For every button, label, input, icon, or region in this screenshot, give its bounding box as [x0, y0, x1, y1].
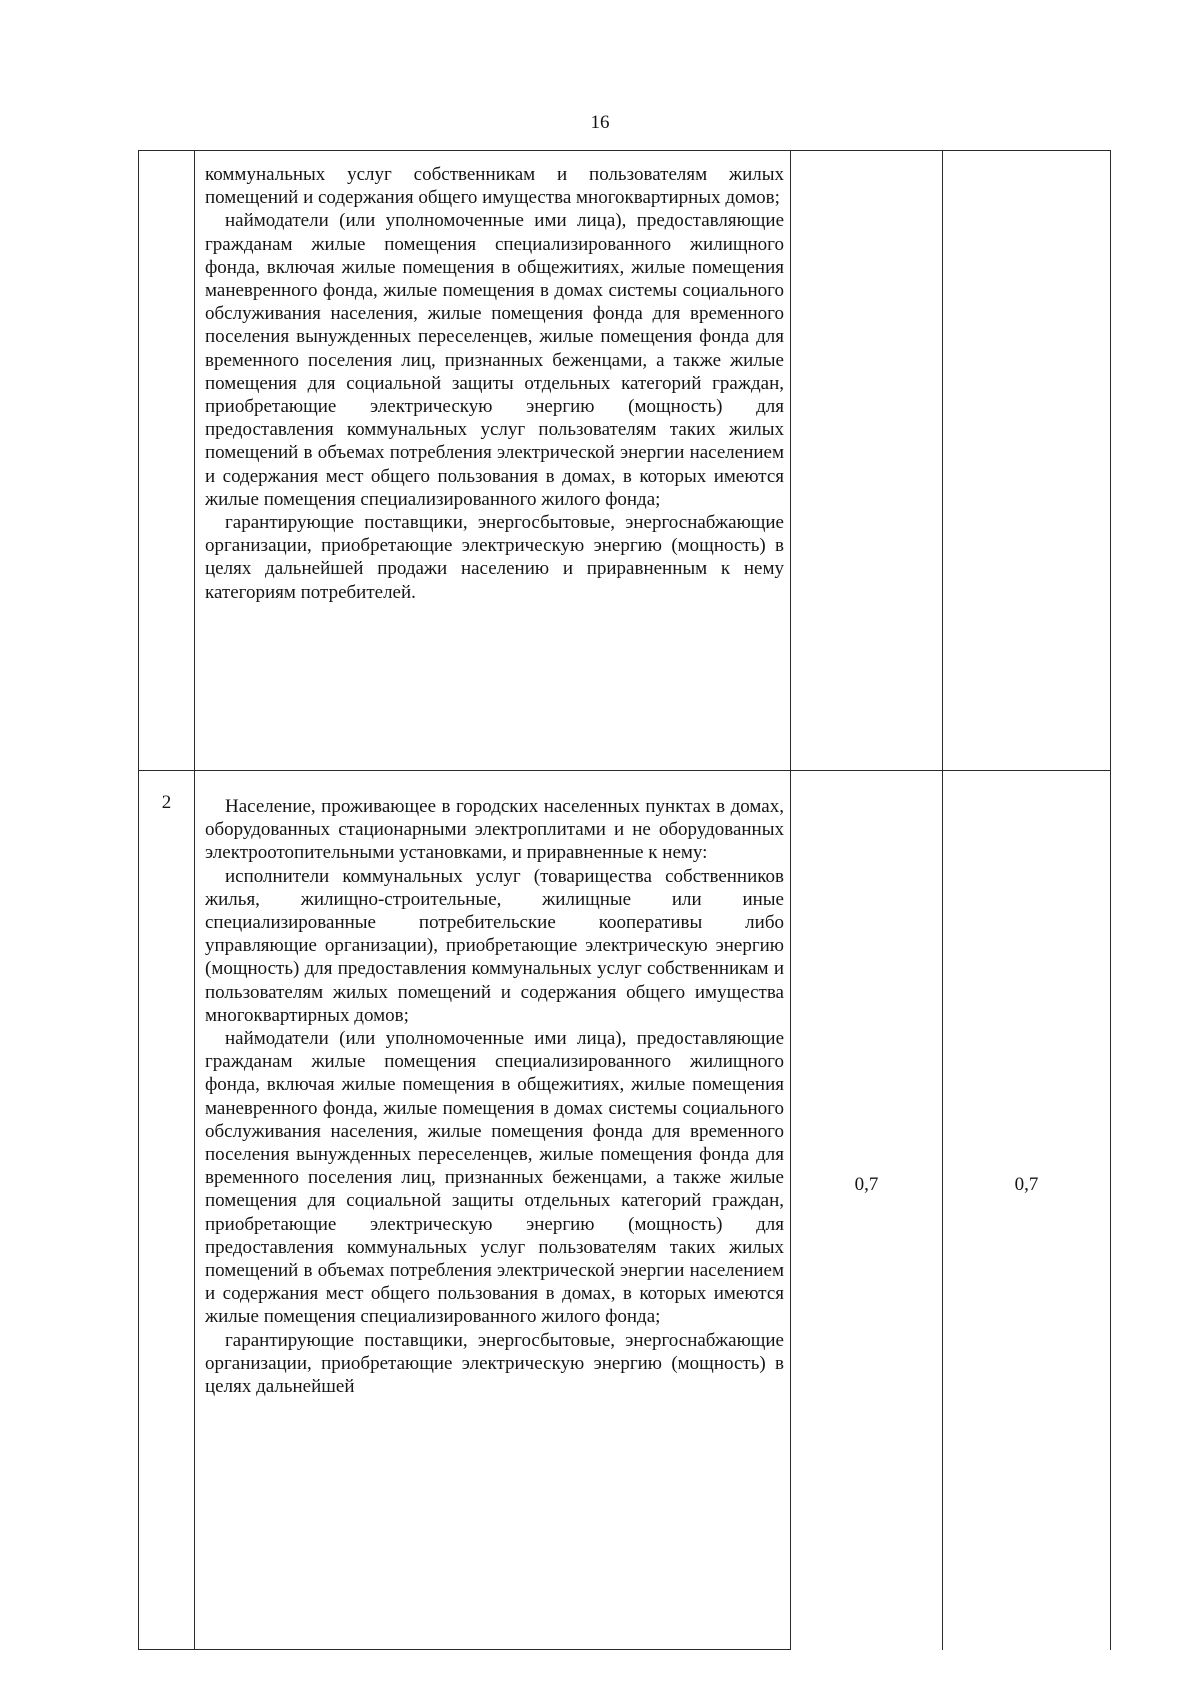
description-paragraph: коммунальных услуг собственникам и пользователям жилых помещений и содержания общего имущества многоквартирных домов;	[205, 164, 784, 209]
page-number: 16	[590, 112, 610, 133]
value-cell-1-continuation	[791, 1204, 943, 1650]
row-number-cell-continuation	[139, 1204, 195, 1650]
row-number-cell: 2	[139, 771, 195, 1205]
row-number-cell	[139, 151, 195, 771]
table-row	[139, 151, 1111, 771]
tariff-table	[138, 150, 1111, 1650]
value-cell-2	[943, 151, 1111, 771]
description-paragraph: наймодатели (или уполномоченные ими лица), предоставляющие гражданам жилые помещения специализированного жилищного фонда, включая жилые помещения в общежитиях, жилые помещения маневренного фонда, жилые помещения в домах системы социального обслуживания населения, жилые помещения фонда для временного поселения вынужденных переселенцев, жилые помещения фонда для временного поселения лиц, признанных беженцами, а также жилые помещения для социальной защиты отдельных категорий граждан, приобретающие электрическую энергию (мощность) для предоставления коммунальных услуг пользователям таких жилых помещений в объемах потребления электрической энергии населением и содержания мест общего пользования в домах, в которых имеются жилые помещения специализированного жилого фонда;	[205, 210, 784, 510]
description-paragraph: исполнители коммунальных услуг (товарищества собственников жилья, жилищно-строительные, жилищные или иные специализированные потребительские кооперативы либо управляющие организации), приобретающие электрическую энергию (мощность) для предоставления коммунальных услуг собственникам и пользователям жилых помещений и содержания общего имущества многоквартирных домов;	[205, 865, 784, 1026]
rate-value: 0,7	[854, 1173, 879, 1195]
description-paragraph: гарантирующие поставщики, энергосбытовые, энергоснабжающие организации, приобретающие электрическую энергию (мощность) в целях дальнейшей продажи населению и приравненным к нему категориям потребителей.	[205, 512, 784, 603]
description-paragraph: наймодатели (или уполномоченные ими лица), предоставляющие гражданам жилые помещения специализированного жилищного фонда, включая жилые помещения в общежитиях, жилые помещения маневренного фонда, жилые помещения в домах системы социального обслуживания населения, жилые помещения фонда для временного поселения вынужденных переселенцев, жилые помещения фонда для временного поселения лиц, признанных беженцами, а также жилые помещения для социальной защиты отдельных категорий граждан, приобретающие электрическую энергию (мощность) для предоставления коммунальных услуг пользователям таких жилых помещений в объемах потребления электрической энергии населением и содержания мест общего пользования в домах, в которых имеются жилые помещения специализированного жилого фонда;	[205, 1028, 784, 1328]
description-paragraph: Население, проживающее в городских населенных пунктах в домах, оборудованных стационарными электроплитами и не оборудованных электроотопительными установками, и приравненные к нему:	[205, 796, 784, 864]
row-description-cell	[195, 151, 791, 771]
description-paragraph: гарантирующие поставщики, энергосбытовые, энергоснабжающие организации, приобретающие электрическую энергию (мощность) в целях дальнейшей	[205, 1329, 784, 1398]
value-cell-2-continuation	[943, 1204, 1111, 1650]
value-cell-1	[791, 151, 943, 771]
table-row	[139, 771, 1111, 1205]
value-cell-2	[943, 771, 1111, 1205]
value-cell-1	[791, 771, 943, 1205]
row-description-cell	[195, 771, 791, 1650]
rate-value: 0,7	[1014, 1173, 1039, 1195]
